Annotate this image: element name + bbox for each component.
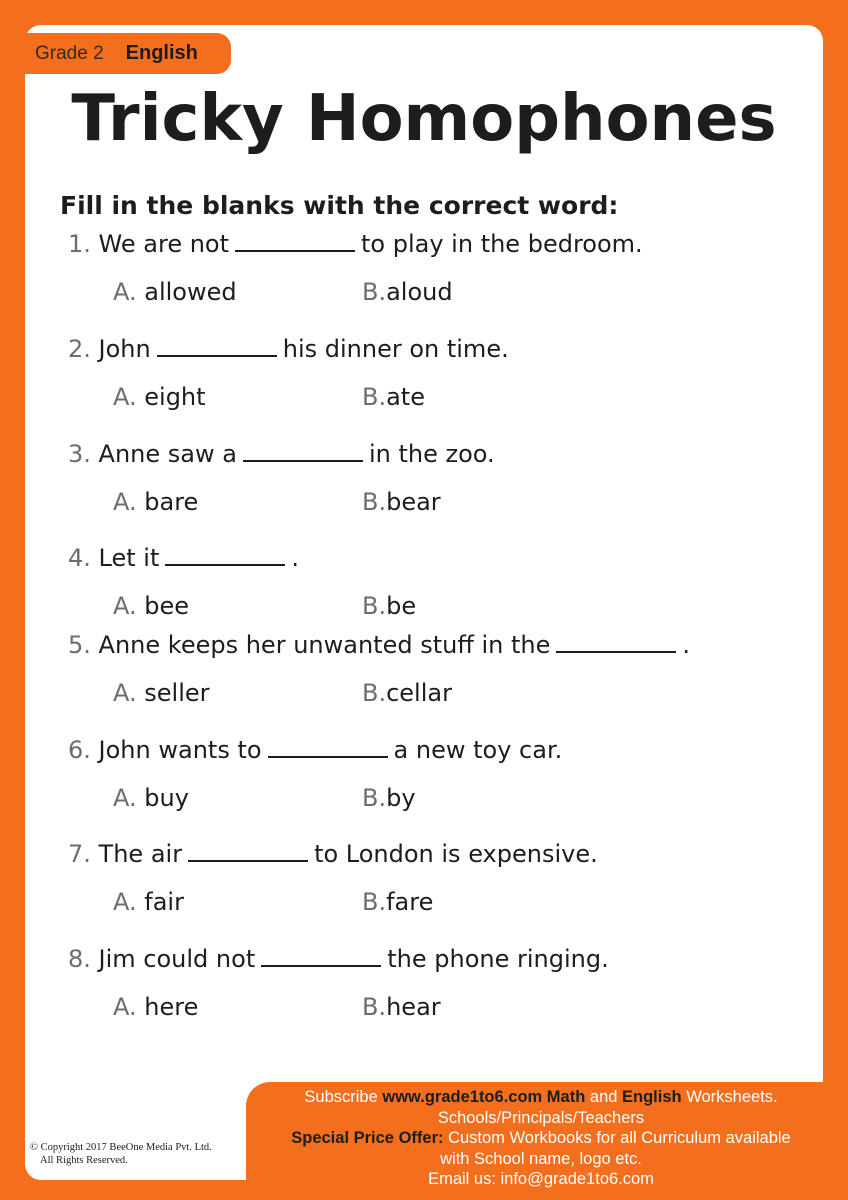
option-a-q1[interactable]: [113, 278, 237, 306]
option-letter: B.: [362, 278, 387, 306]
answer-blank[interactable]: [243, 459, 363, 462]
option-word: eight: [144, 383, 206, 411]
answer-blank[interactable]: [261, 964, 381, 967]
option-letter: A.: [113, 784, 137, 812]
option-b-q2[interactable]: [362, 383, 425, 411]
question-text-before: John wants to: [98, 736, 262, 764]
copyright-line-2: All Rights Reserved.: [40, 1155, 128, 1166]
answer-blank[interactable]: [235, 249, 355, 252]
option-letter: B.: [362, 592, 387, 620]
option-word: aloud: [386, 278, 453, 306]
option-letter: B.: [362, 488, 387, 516]
question-text-after: to London is expensive.: [314, 840, 598, 868]
option-letter: A.: [113, 888, 137, 916]
option-a-q3[interactable]: [113, 488, 198, 516]
option-a-q4[interactable]: [113, 592, 189, 620]
question-8: [68, 945, 609, 973]
footer-email[interactable]: Email us: info@grade1to6.com: [428, 1170, 654, 1188]
question-text-after: the phone ringing.: [387, 945, 609, 973]
question-text-after: .: [291, 544, 300, 572]
option-word: allowed: [144, 278, 237, 306]
question-text-after: .: [682, 631, 691, 659]
option-word: be: [386, 592, 417, 620]
question-text-before: We are not: [98, 230, 230, 258]
option-word: fair: [144, 888, 184, 916]
option-a-q6[interactable]: [113, 784, 189, 812]
option-b-q8[interactable]: [362, 993, 441, 1021]
question-text-before: Anne saw a: [98, 440, 237, 468]
footer-line-4: with School name, logo etc.: [440, 1149, 642, 1168]
question-6: [68, 736, 562, 764]
option-word: hear: [386, 993, 441, 1021]
copyright-notice: [30, 1141, 212, 1167]
question-text-before: Let it: [98, 544, 160, 572]
option-word: ate: [386, 383, 425, 411]
question-text-after: his dinner on time.: [282, 335, 509, 363]
footer-offer-text: Custom Workbooks for all Curriculum available: [448, 1129, 791, 1147]
answer-blank[interactable]: [556, 650, 676, 653]
question-1: [68, 230, 643, 258]
grade-label: Grade 2: [35, 42, 104, 64]
question-number: 1.: [68, 230, 91, 258]
instruction-text: Fill in the blanks with the correct word:: [60, 191, 619, 220]
option-word: cellar: [386, 679, 452, 707]
question-number: 6.: [68, 736, 91, 764]
question-text-before: Jim could not: [98, 945, 256, 973]
footer-line-3: [246, 1128, 836, 1149]
option-letter: A.: [113, 488, 137, 516]
footer-line-2: Schools/Principals/Teachers: [437, 1108, 645, 1127]
answer-blank[interactable]: [188, 859, 308, 862]
option-b-q5[interactable]: [362, 679, 452, 707]
question-text-after: to play in the bedroom.: [361, 230, 643, 258]
option-b-q7[interactable]: [362, 888, 433, 916]
question-3: [68, 440, 495, 468]
question-text-before: Anne keeps her unwanted stuff in the: [98, 631, 551, 659]
option-letter: B.: [362, 383, 387, 411]
copyright-line-1: © Copyright 2017 BeeOne Media Pvt. Ltd.: [30, 1142, 212, 1153]
footer-website-link[interactable]: www.grade1to6.com: [382, 1088, 543, 1106]
footer-text: [246, 1087, 836, 1190]
footer-math-label: Math: [546, 1088, 586, 1106]
question-text-after: a new toy car.: [393, 736, 563, 764]
question-text-before: The air: [98, 840, 183, 868]
option-a-q5[interactable]: [113, 679, 210, 707]
option-letter: A.: [113, 679, 137, 707]
option-a-q2[interactable]: [113, 383, 206, 411]
option-word: bee: [144, 592, 190, 620]
option-word: here: [144, 993, 199, 1021]
subject-label: English: [125, 42, 198, 64]
option-b-q6[interactable]: [362, 784, 416, 812]
option-word: by: [386, 784, 416, 812]
footer-line-1: [246, 1087, 836, 1108]
question-5: [68, 631, 690, 659]
option-b-q1[interactable]: [362, 278, 453, 306]
option-word: bear: [386, 488, 441, 516]
option-letter: B.: [362, 993, 387, 1021]
question-number: 5.: [68, 631, 91, 659]
answer-blank[interactable]: [165, 563, 285, 566]
question-number: 2.: [68, 335, 91, 363]
footer-and-text: and: [589, 1088, 618, 1106]
question-text-before: John: [98, 335, 151, 363]
question-4: [68, 544, 299, 572]
option-a-q7[interactable]: [113, 888, 184, 916]
option-letter: B.: [362, 888, 387, 916]
option-letter: A.: [113, 278, 137, 306]
footer-worksheets-text: Worksheets.: [686, 1088, 778, 1106]
option-word: bare: [144, 488, 199, 516]
option-letter: A.: [113, 993, 137, 1021]
question-7: [68, 840, 598, 868]
worksheet-title: Tricky Homophones: [71, 82, 777, 156]
grade-subject-tab: [25, 33, 231, 74]
option-word: fare: [386, 888, 434, 916]
answer-blank[interactable]: [157, 354, 277, 357]
footer-offer-label: Special Price Offer:: [291, 1129, 444, 1147]
question-number: 8.: [68, 945, 91, 973]
option-letter: B.: [362, 679, 387, 707]
footer-subscribe-text: Subscribe: [304, 1088, 378, 1106]
question-number: 3.: [68, 440, 91, 468]
question-text-after: in the zoo.: [368, 440, 495, 468]
question-2: [68, 335, 509, 363]
option-letter: A.: [113, 383, 137, 411]
question-number: 4.: [68, 544, 91, 572]
question-number: 7.: [68, 840, 91, 868]
option-letter: B.: [362, 784, 387, 812]
footer-english-label: English: [622, 1088, 682, 1106]
option-word: buy: [144, 784, 189, 812]
option-b-q4[interactable]: [362, 592, 416, 620]
answer-blank[interactable]: [268, 755, 388, 758]
option-letter: A.: [113, 592, 137, 620]
option-a-q8[interactable]: [113, 993, 198, 1021]
option-word: seller: [144, 679, 210, 707]
option-b-q3[interactable]: [362, 488, 441, 516]
